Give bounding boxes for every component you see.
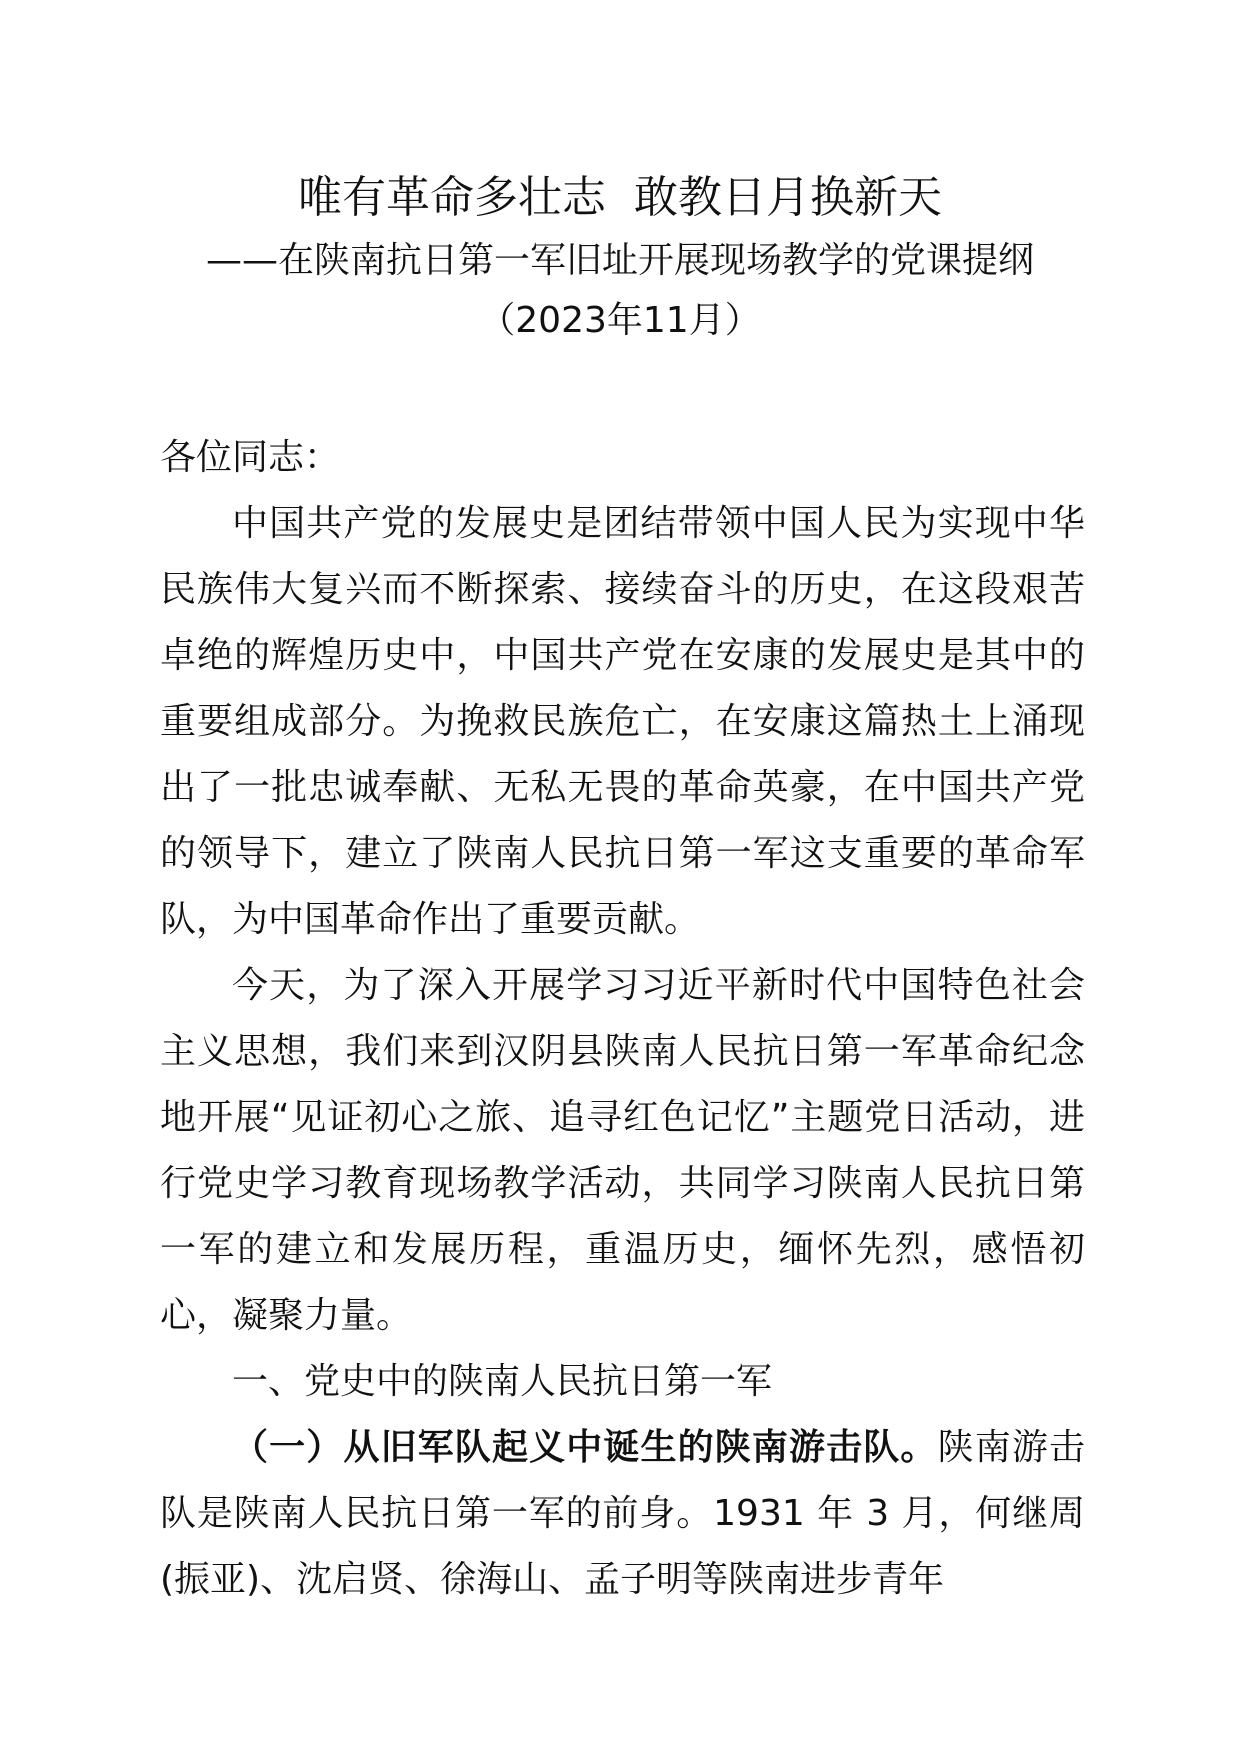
document-date: （2023年11月） xyxy=(479,300,761,341)
document-body xyxy=(160,425,1085,1613)
subsection-heading: （一）从旧军队起义中诞生的陕南游击队。 xyxy=(232,1427,938,1468)
paragraph-today: 今天，为了深入开展学习习近平新时代中国特色社会主义思想，我们来到汉阴县陕南人民抗日第一军革命纪念地开展“见证初心之旅、追寻红色记忆”主题党日活动，进行党史学习教育现场教学活动，共同学习陕南人民抗日第一军的建立和发展历程，重温历史，缅怀先烈，感悟初心，凝聚力量。 xyxy=(160,965,1085,1336)
document-title: 唯有革命多壮志 敢教日月换新天 xyxy=(298,172,942,223)
section-heading: 一、党史中的陕南人民抗日第一军 xyxy=(232,1361,773,1402)
title-block xyxy=(0,165,1240,351)
paragraph-intro: 中国共产党的发展史是团结带领中国人民为实现中华民族伟大复兴而不断探索、接续奋斗的历史，在这段艰苦卓绝的辉煌历史中，中国共产党在安康的发展史是其中的重要组成部分。为挽救民族危亡，在安康这篇热土上涌现出了一批忠诚奉献、无私无畏的革命英豪，在中国共产党的领导下，建立了陕南人民抗日第一军这支重要的革命军队，为中国革命作出了重要贡献。 xyxy=(160,503,1085,940)
subsection-text: 陕南游击队是陕南人民抗日第一军的前身。1931 年 3 月，何继周(振亚)、沈启贤、徐海山、孟子明等陕南进步青年 xyxy=(160,1427,1085,1600)
document-subtitle: ——在陕南抗日第一军旧址开展现场教学的党课提纲 xyxy=(205,240,1034,281)
salutation: 各位同志： xyxy=(160,437,341,478)
subsection-paragraph xyxy=(160,1415,1085,1613)
